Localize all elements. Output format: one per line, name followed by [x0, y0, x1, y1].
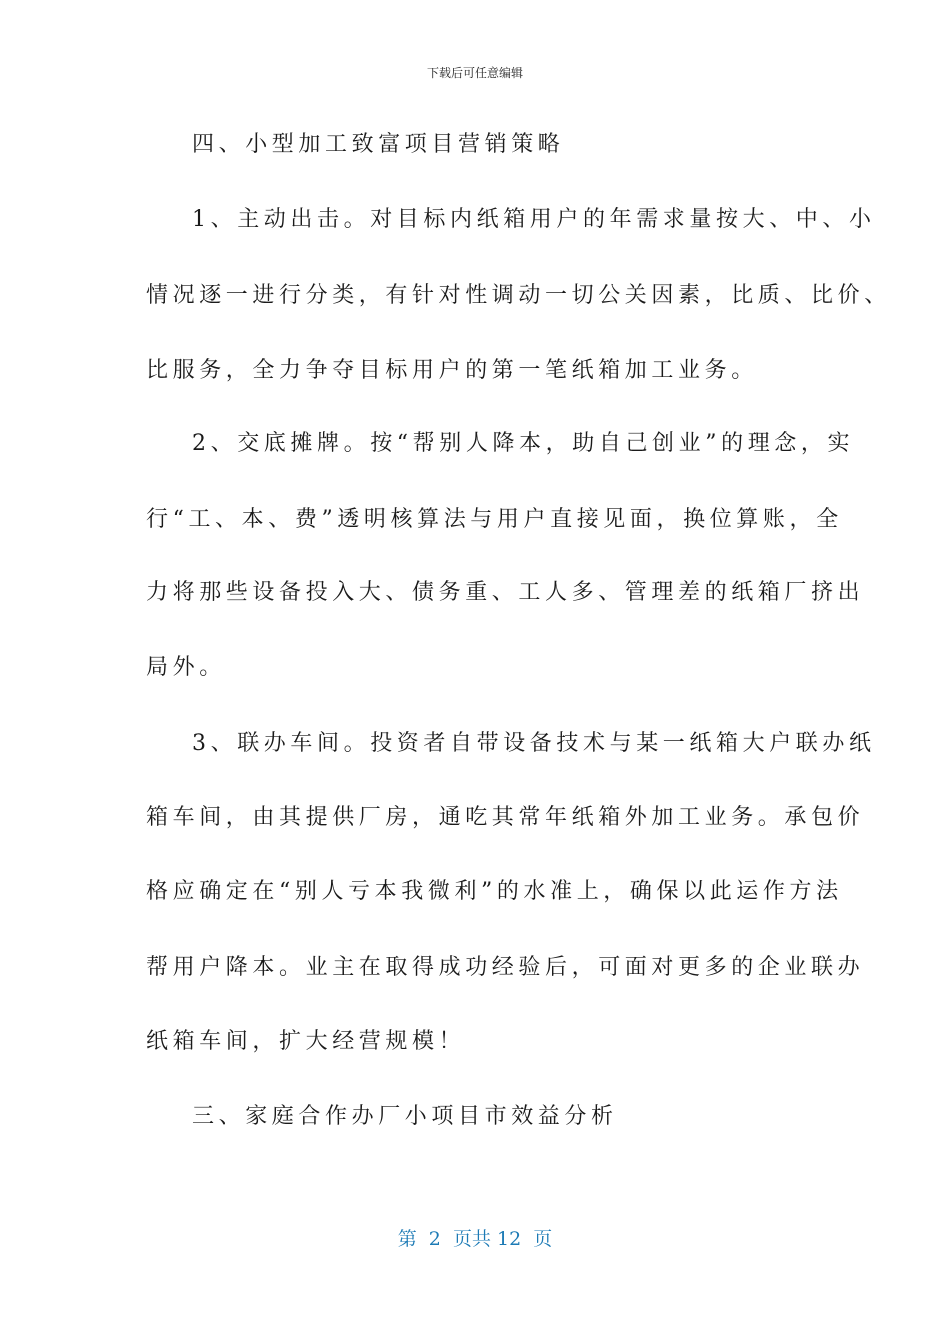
section-heading-marketing-strategy: 四、小型加工致富项目营销策略: [192, 132, 565, 157]
paragraph-line: 局外。: [146, 655, 226, 680]
paragraph-line: 力将那些设备投入大、债务重、工人多、管理差的纸箱厂挤出: [146, 580, 865, 605]
paragraph-line: 帮用户降本。业主在取得成功经验后，可面对更多的企业联办: [146, 955, 865, 980]
paragraph-line: 纸箱车间，扩大经营规模！: [146, 1029, 466, 1054]
paragraph-line: 行“工、本、费”透明核算法与用户直接见面，换位算账，全: [146, 507, 843, 532]
paragraph-line: 情况逐一进行分类，有针对性调动一切公关因素，比质、比价、: [146, 283, 891, 308]
section-heading-family-factory: 三、家庭合作办厂小项目市效益分析: [192, 1104, 618, 1129]
paragraph-line: 比服务，全力争夺目标用户的第一笔纸箱加工业务。: [146, 358, 758, 383]
page-number-footer: 第 2 页共 12 页: [397, 1228, 553, 1250]
paragraph-line: 格应确定在“别人亏本我微利”的水准上，确保以此运作方法: [146, 879, 843, 904]
paragraph-line: 3、联办车间。投资者自带设备技术与某一纸箱大户联办纸: [192, 731, 876, 756]
paragraph-line: 1、主动出击。对目标内纸箱用户的年需求量按大、中、小: [192, 207, 876, 232]
paragraph-line: 箱车间，由其提供厂房，通吃其常年纸箱外加工业务。承包价: [146, 805, 865, 830]
page-header-note: 下载后可任意编辑: [426, 66, 523, 80]
paragraph-line: 2、交底摊牌。按“帮别人降本，助自己创业”的理念，实: [192, 431, 855, 456]
